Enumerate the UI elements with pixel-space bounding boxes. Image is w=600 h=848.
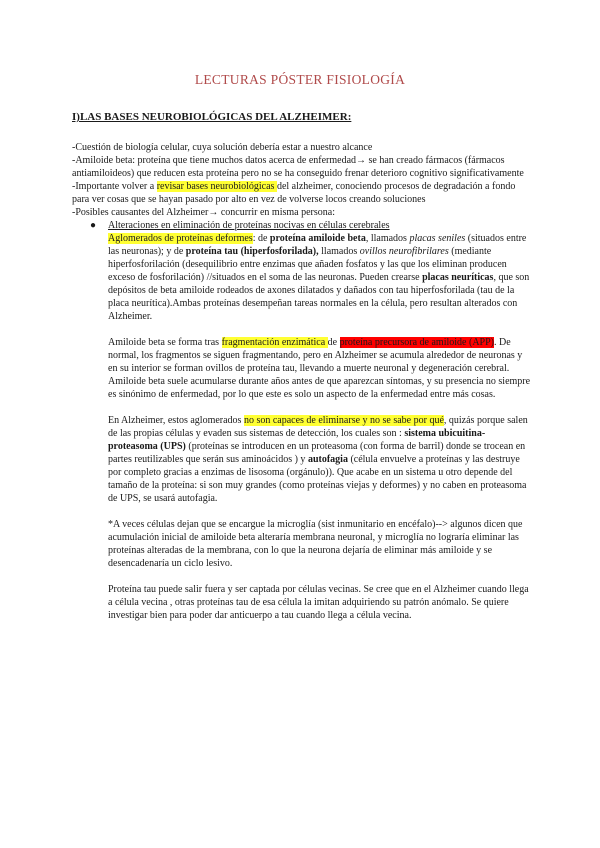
intro-line-1: -Cuestión de biología celular, cuya solución debería estar a nuestro alcance [72, 142, 373, 153]
text-span: Amiloide beta se forma tras [108, 337, 222, 348]
spacer [72, 505, 532, 518]
intro-line-4: -Posibles causantes del Alzheimer→ concurrir en misma persona: [72, 207, 335, 218]
text-span: , llamados [365, 233, 410, 244]
intro-line-3 [72, 180, 532, 206]
text-span: (mediante hiperfosforilación (desequilibrio entre enzimas que añaden fosfatos y las que los eliminan producen exceso de fosforilación) //situados en el soma de las neuronas. Pueden crearse [108, 246, 507, 283]
text-span: (situados entre las neuronas); y de [108, 233, 527, 257]
text-span: de [327, 337, 340, 348]
bold-placas-neuriticas: placas neuríticas [422, 272, 494, 283]
highlight-revisar: revisar bases neurobiológicas [156, 181, 277, 192]
highlight-app: proteína precursora de amiloide (APP) [339, 337, 494, 348]
text-span: (proteínas se introducen en un proteasoma (con forma de barril) donde se trocean en partes reutilizables que serán sus aminoácidos ) y [108, 441, 526, 465]
bold-autofagia: autofagia [307, 454, 348, 465]
text-span: . De normal, los fragmentos se siguen fragmentando, pero en Alzheimer se acumula alrededor de neuronas y en su interior se forman ovillos de proteína tau, llevando a muerte neuronal y degeneración cerebral. Amiloide beta suele acumularse durante años antes de que aparezcan síntomas, y su presencia no siempre es sinónimo de enfermedad, por lo que este es solo un aspecto de la enfermedad entre más cosas. [108, 337, 531, 400]
bold-tau: proteína tau (hiperfosforilada), [185, 246, 319, 257]
spacer [72, 323, 532, 336]
intro-line-3-text-a: -Importante volver a [72, 181, 157, 192]
bullet-item [72, 219, 532, 232]
spacer [72, 570, 532, 583]
italic-placas: placas seniles [409, 233, 466, 244]
document-body [72, 141, 532, 622]
text-span: (célula envuelve a proteínas y las destruye por completo gracias a enzimas de lisosoma (orgánulo)). Que acabe en un sistema u otro depende del tamaño de la proteína: si son muy grandes (como proteínas viejas y deformes) y no caben en proteasoma de UPS, se usará autofagia. [108, 454, 527, 504]
highlight-no-eliminan: no son capaces de eliminarse y no se sabe por qué [243, 415, 444, 426]
paragraph-microglia: *A veces células dejan que se encargue la microglía (sist inmunitario en encéfalo)--> algunos dicen que acumulación inicial de amiloide beta alteraría membrana neuronal, y microglía no lograría eliminar las proteínas alteradas de la membrana, con lo que la neurona dejaría de eliminar más amiloide y se desencadenaría un ciclo lesivo. [108, 519, 523, 569]
highlight-fragmentacion: fragmentación enzimática [221, 337, 328, 348]
bold-ups: sistema ubicuitina-proteasoma (UPS) [108, 428, 486, 452]
bullet-dot-icon: ● [90, 220, 97, 231]
spacer [72, 401, 532, 414]
section-heading: I)LAS BASES NEUROBIOLÓGICAS DEL ALZHEIMER: [72, 111, 352, 123]
intro-line-3-text-b: del alzheimer, conociendo procesos de degradación a fondo para ver cosas que se hayan pasado por alto en vez de volverse locos creando soluciones [72, 181, 516, 205]
bold-amiloide: proteína amiloide beta [269, 233, 366, 244]
paragraph-proteina-tau: Proteína tau puede salir fuera y ser captada por células vecinas. Se cree que en el Alzheimer cuando llega a célula vecina , otras proteínas tau de esa célula la imitan adquiriendo su patrón anómalo. Se quiere investigar bien para poder dar anticuerpo a tau cuando llega a célula vecina. [108, 584, 529, 621]
document-title: LECTURAS PÓSTER FISIOLOGÍA [194, 72, 406, 87]
paragraph-aglomerados [72, 232, 532, 323]
paragraph-amiloide-beta [72, 336, 532, 401]
italic-ovillos: ovillos neurofibrilares [359, 246, 449, 257]
text-span: En Alzheimer, estos aglomerados [108, 415, 244, 426]
bullet-text: Alteraciones en eliminación de proteínas nocivas en células cerebrales [108, 220, 390, 231]
text-span: , quizás porque salen de las propias células y evaden sus sistemas de detección, los cuales son : [108, 415, 528, 439]
text-span: : de [252, 233, 270, 244]
text-span: , que son depósitos de beta amiloide rodeados de axones dilatados y dañados con tau hiperfosforilada (tau de la placa neurítica).Ambas proteínas desempeñan tareas normales en la célula, pero resultan alterados con Alzheimer. [108, 272, 530, 322]
paragraph-eliminacion [72, 414, 532, 505]
intro-line-2: -Amiloide beta: proteína que tiene muchos datos acerca de enfermedad→ se han creado fármacos (fármacos antiamiloideos) que reducen esta proteína pero no se ha conseguido frenar deterioro cognitivo significativamente [72, 155, 524, 179]
text-span: llamados [318, 246, 360, 257]
highlight-aglomerados: Aglomerados de proteínas deformes [108, 233, 253, 244]
